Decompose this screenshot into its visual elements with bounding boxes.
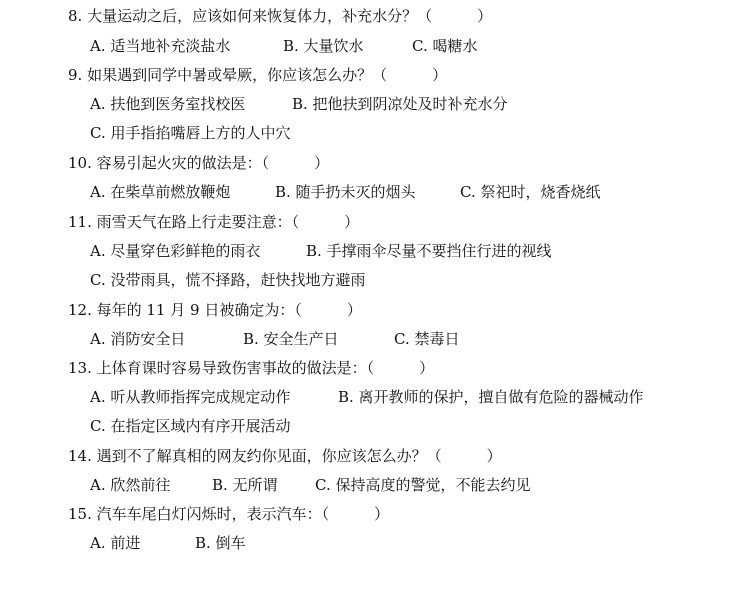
- question-14-options: [90, 475, 730, 495]
- question-14-option-c: C. 保持高度的警觉，不能去约见: [315, 476, 531, 494]
- question-14-stem: 14. 遇到不了解真相的网友约你见面，你应该怎么办？（ ）: [68, 447, 502, 465]
- question-12-options: [90, 329, 730, 349]
- question-8-option-c: C. 喝糖水: [412, 37, 478, 55]
- question-8-stem: 8. 大量运动之后，应该如何来恢复体力，补充水分？（ ）: [68, 7, 493, 25]
- question-10-option-b: B. 随手扔未灭的烟头: [275, 183, 416, 201]
- question-10-stem: 10. 容易引起火灾的做法是：（ ）: [68, 154, 330, 172]
- question-11-option-c: C. 没带雨具，慌不择路，赶快找地方避雨: [90, 271, 366, 289]
- question-10-option-a: A. 在柴草前燃放鞭炮: [90, 183, 231, 201]
- question-9-option-a: A. 扶他到医务室找校医: [90, 95, 246, 113]
- question-9-option-b: B. 把他扶到阴凉处及时补充水分: [292, 95, 508, 113]
- question-15-option-b: B. 倒车: [195, 534, 246, 552]
- question-8-options: [90, 36, 730, 56]
- question-12-option-a: A. 消防安全日: [90, 330, 186, 348]
- question-9-stem: 9. 如果遇到同学中暑或晕厥，你应该怎么办？（ ）: [68, 66, 448, 84]
- question-15-option-a: A. 前进: [90, 534, 141, 552]
- question-13-option-c: C. 在指定区域内有序开展活动: [90, 417, 291, 435]
- question-9-options: [90, 94, 730, 114]
- question-13-options: [90, 387, 735, 407]
- question-11-option-b: B. 手撑雨伞尽量不要挡住行进的视线: [306, 242, 552, 260]
- question-11-options: [90, 241, 730, 261]
- question-12-option-c: C. 禁毒日: [394, 330, 460, 348]
- question-8-option-a: A. 适当地补充淡盐水: [90, 37, 231, 55]
- question-13-option-a: A. 听从教师指挥完成规定动作: [90, 388, 291, 406]
- question-15-stem: 15. 汽车车尾白灯闪烁时，表示汽车：（ ）: [68, 505, 390, 523]
- question-13-stem: 13. 上体育课时容易导致伤害事故的做法是：（ ）: [68, 359, 435, 377]
- question-15-options: [90, 533, 730, 553]
- question-13-option-b: B. 离开教师的保护，擅自做有危险的器械动作: [338, 388, 644, 406]
- question-8-option-b: B. 大量饮水: [283, 37, 364, 55]
- question-12-stem: 12. 每年的 11 月 9 日被确定为：（ ）: [68, 301, 362, 319]
- question-10-option-c: C. 祭祀时，烧香烧纸: [460, 183, 601, 201]
- question-14-option-b: B. 无所谓: [212, 476, 278, 494]
- question-12-option-b: B. 安全生产日: [243, 330, 339, 348]
- question-9-option-c: C. 用手指掐嘴唇上方的人中穴: [90, 124, 291, 142]
- question-10-options: [90, 182, 730, 202]
- question-11-stem: 11. 雨雪天气在路上行走要注意：（ ）: [68, 213, 360, 231]
- question-14-option-a: A. 欣然前往: [90, 476, 171, 494]
- question-11-option-a: A. 尽量穿色彩鲜艳的雨衣: [90, 242, 261, 260]
